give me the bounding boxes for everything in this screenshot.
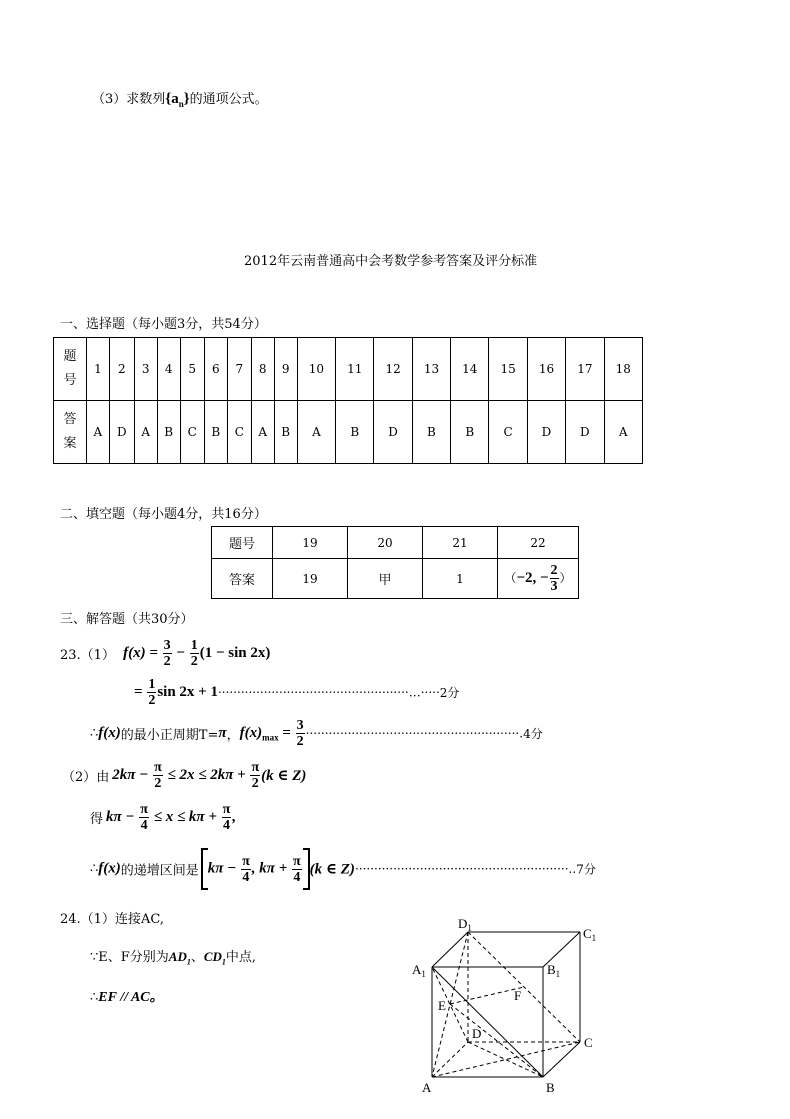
blank-answer: 1	[423, 559, 498, 599]
section1-heading: 一、选择题（每小题3分，共54分）	[60, 317, 267, 332]
blank-number: 21	[423, 527, 498, 559]
vertex-D: D	[472, 1026, 482, 1041]
choice-answer: D	[566, 401, 604, 464]
cube-diagram	[400, 912, 630, 1112]
choice-number: 12	[374, 338, 412, 401]
q24-line3: ∴EF // AC。	[90, 990, 164, 1005]
blank-answer: 甲	[348, 559, 423, 599]
row-label-answer: 答 案	[54, 401, 87, 464]
vertex-D1: $D_1$	[458, 916, 472, 933]
choice-number: 14	[451, 338, 489, 401]
vertex-A: A	[422, 1080, 432, 1095]
choice-number: 10	[297, 338, 335, 401]
choice-number: 6	[204, 338, 227, 401]
choice-number: 7	[227, 338, 251, 401]
choice-answer: B	[412, 401, 450, 464]
choice-answer: B	[204, 401, 227, 464]
choice-number: 3	[134, 338, 157, 401]
vertex-E: E	[438, 998, 446, 1013]
choice-number: 18	[604, 338, 643, 401]
choice-answer: D	[527, 401, 565, 464]
blank-answer-22: （−2, − $\frac{2}{3}$ ）	[498, 559, 579, 599]
q23-line2: = $\frac{1}{2}$ sin 2x + 1··················································…·····2分	[134, 677, 460, 708]
choice-answer: B	[274, 401, 297, 464]
q23-part2-line2: 得 kπ − $\frac{\pi}{4}$ ≤ x ≤ kπ + $\frac{\pi}{4}$ ,	[90, 802, 237, 833]
row-label-answer: 答案	[212, 559, 273, 599]
choice-number: 16	[527, 338, 565, 401]
choice-number: 2	[109, 338, 134, 401]
choice-number: 15	[489, 338, 527, 401]
choice-number: 8	[251, 338, 274, 401]
choice-answer: A	[297, 401, 335, 464]
choice-number: 9	[274, 338, 297, 401]
choice-answer: C	[180, 401, 204, 464]
page-title: 2012年云南普通高中会考数学参考答案及评分标准	[244, 254, 538, 269]
choice-answer: D	[109, 401, 134, 464]
vertex-A1: $A_1$	[412, 962, 426, 979]
row-label-number: 题 号	[54, 338, 87, 401]
choice-answer: A	[251, 401, 274, 464]
q23-line1: 23.（1） f(x) = $\frac{3}{2}$ − $\frac{1}{2}$ (1 − sin 2x)	[60, 638, 271, 669]
choice-answer: A	[604, 401, 643, 464]
choice-number: 1	[87, 338, 110, 401]
choice-answer: A	[87, 401, 110, 464]
blank-number: 19	[273, 527, 348, 559]
choice-answer: B	[336, 401, 374, 464]
choice-answer: A	[134, 401, 157, 464]
blank-number: 22	[498, 527, 579, 559]
q24-line1: 24.（1）连接AC,	[60, 912, 164, 927]
choice-answer: D	[374, 401, 412, 464]
seq-symbol: $\{a_n\}$	[165, 91, 190, 109]
vertex-C1: $C_1$	[583, 926, 597, 943]
blank-number: 20	[348, 527, 423, 559]
choice-number: 4	[157, 338, 180, 401]
choice-answer: C	[227, 401, 251, 464]
q23-line3: ∴f(x)的最小正周期T=π，$f(x)_{max}$ = $\frac{3}{2}$ ························································.4分	[90, 718, 543, 749]
blank-answer: 19	[273, 559, 348, 599]
fill-blank-answer-table	[211, 526, 579, 599]
choice-answer: B	[157, 401, 180, 464]
choice-number: 5	[180, 338, 204, 401]
section2-heading: 二、填空题（每小题4分，共16分）	[60, 507, 267, 522]
vertex-C: C	[584, 1035, 593, 1050]
vertex-B: B	[546, 1080, 555, 1095]
choice-number: 13	[412, 338, 450, 401]
choice-number: 17	[566, 338, 604, 401]
q24-line2: ∵E、F分别为$AD_1$、$CD_1$中点,	[90, 949, 257, 967]
choice-answer-table	[53, 337, 643, 464]
row-label-number: 题号	[212, 527, 273, 559]
vertex-B1: $B_1$	[547, 962, 561, 979]
choice-answer: B	[451, 401, 489, 464]
choice-number: 11	[336, 338, 374, 401]
question-3: （3）求数列$\{a_n\}$的通项公式。	[92, 91, 268, 109]
q23-part2-line1: （2）由 2kπ − $\frac{\pi}{2}$ ≤ 2x ≤ 2kπ + $\frac{\pi}{2}$ (k ∈ Z)	[62, 760, 307, 791]
choice-answer: C	[489, 401, 527, 464]
vertex-F: F	[514, 988, 522, 1003]
q23-part2-line3: ∴f(x)的递增区间是 kπ − $\frac{\pi}{4}$ , kπ + $\frac{\pi}{4}$ (k ∈ Z)························································..7分	[90, 848, 596, 890]
section3-heading: 三、解答题（共30分）	[60, 612, 194, 627]
